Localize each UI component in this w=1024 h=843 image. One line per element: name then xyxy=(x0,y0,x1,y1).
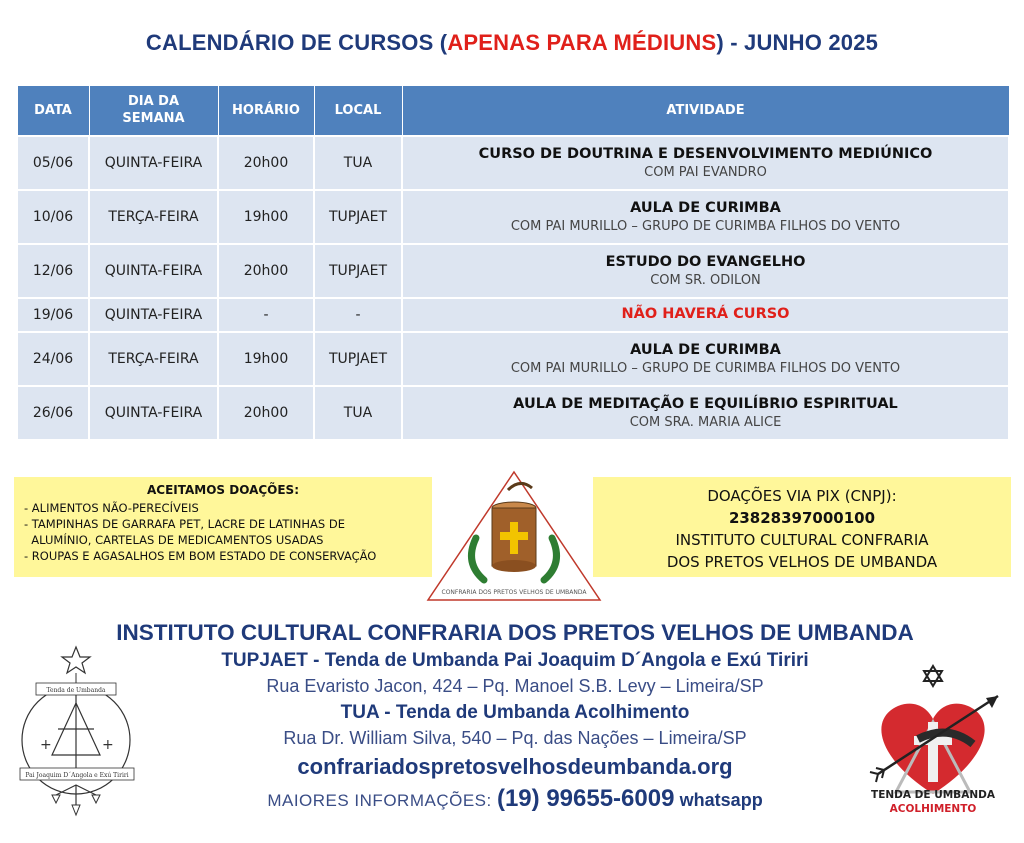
activity-title: ESTUDO DO EVANGELHO xyxy=(605,253,806,270)
table-row xyxy=(17,298,1009,332)
pix-cnpj: 23828397000100 xyxy=(728,509,876,527)
pix-recipient-line2: DOS PRETOS VELHOS DE UMBANDA xyxy=(666,553,938,571)
cell-activity xyxy=(402,332,1009,386)
activity-cancelled: NÃO HAVERÁ CURSO xyxy=(621,306,790,322)
pix-label: DOAÇÕES VIA PIX (CNPJ): xyxy=(707,487,897,505)
svg-text:+: + xyxy=(40,737,52,753)
cell-time: - xyxy=(218,298,314,332)
cell-weekday: QUINTA-FEIRA xyxy=(89,386,218,440)
cell-date: 05/06 xyxy=(17,136,89,190)
cell-weekday: QUINTA-FEIRA xyxy=(89,298,218,332)
cell-date: 19/06 xyxy=(17,298,89,332)
activity-detail: COM PAI EVANDRO xyxy=(644,164,767,180)
schedule-table xyxy=(16,85,1010,441)
title-part1: CALENDÁRIO DE CURSOS ( xyxy=(145,30,448,55)
emblem-caption: CONFRARIA DOS PRETOS VELHOS DE UMBANDA xyxy=(441,589,587,596)
pix-box xyxy=(593,477,1011,577)
star-of-david-icon xyxy=(924,666,942,681)
tua-name: TUA - Tenda de Umbanda Acolhimento xyxy=(340,702,690,723)
activity-title: CURSO DE DOUTRINA E DESENVOLVIMENTO MEDIÚNICO xyxy=(478,145,933,162)
activity-title: AULA DE CURIMBA xyxy=(630,199,781,216)
header-activity: ATIVIDADE xyxy=(402,86,1009,136)
donation-item: ALUMÍNIO, CARTELAS DE MEDICAMENTOS USADAS xyxy=(24,533,324,547)
tupjaet-logo xyxy=(16,645,138,823)
logo-left-top-text: Tenda de Umbanda xyxy=(46,687,106,694)
donation-item: - TAMPINHAS DE GARRAFA PET, LACRE DE LATINHAS DE xyxy=(24,517,345,531)
cell-place: TUPJAET xyxy=(314,332,402,386)
website-link[interactable]: confrariadospretosvelhosdeumbanda.org xyxy=(297,754,733,779)
title-highlight: APENAS PARA MÉDIUNS xyxy=(447,30,717,55)
confraria-emblem xyxy=(424,468,604,604)
donations-heading: ACEITAMOS DOAÇÕES: xyxy=(146,483,300,497)
acolhimento-logo-line1: TENDA DE UMBANDA xyxy=(871,789,995,801)
logo-left-bottom-text: Pai Joaquim D´Angola e Exú Tiriri xyxy=(25,772,129,779)
cell-place: TUPJAET xyxy=(314,244,402,298)
activity-detail: COM SR. ODILON xyxy=(650,272,761,288)
header-place: LOCAL xyxy=(314,86,402,136)
cell-place: - xyxy=(314,298,402,332)
donation-item: - ROUPAS E AGASALHOS EM BOM ESTADO DE CONSERVAÇÃO xyxy=(24,549,377,563)
table-row xyxy=(17,190,1009,244)
cell-date: 26/06 xyxy=(17,386,89,440)
activity-title: AULA DE CURIMBA xyxy=(630,341,781,358)
contact-line xyxy=(100,783,930,817)
whatsapp-label: whatsapp xyxy=(679,790,763,810)
cell-time: 20h00 xyxy=(218,244,314,298)
title-part2: ) - JUNHO 2025 xyxy=(716,30,879,55)
cell-weekday: TERÇA-FEIRA xyxy=(89,332,218,386)
cell-weekday: QUINTA-FEIRA xyxy=(89,244,218,298)
cell-activity xyxy=(402,386,1009,440)
cell-time: 19h00 xyxy=(218,332,314,386)
footer-info xyxy=(100,618,930,817)
cell-activity xyxy=(402,136,1009,190)
phone-number[interactable]: (19) 99655-6009 xyxy=(496,785,675,812)
tua-address: Rua Dr. William Silva, 540 – Pq. das Nações – Limeira/SP xyxy=(283,728,747,748)
header-time: HORÁRIO xyxy=(218,86,314,136)
cell-date: 24/06 xyxy=(17,332,89,386)
cell-activity xyxy=(402,298,1009,332)
table-row xyxy=(17,332,1009,386)
donations-box xyxy=(14,477,432,577)
svg-text:+: + xyxy=(102,737,114,753)
activity-title: AULA DE MEDITAÇÃO E EQUILÍBRIO ESPIRITUAL xyxy=(513,395,898,412)
table-row xyxy=(17,244,1009,298)
donation-item: - ALIMENTOS NÃO-PERECÍVEIS xyxy=(24,501,199,515)
star-icon xyxy=(62,647,90,673)
acolhimento-logo-line2: ACOLHIMENTO xyxy=(889,803,977,815)
activity-detail: COM PAI MURILLO – GRUPO DE CURIMBA FILHOS DO VENTO xyxy=(510,360,901,376)
cell-weekday: TERÇA-FEIRA xyxy=(89,190,218,244)
cell-date: 12/06 xyxy=(17,244,89,298)
cell-time: 19h00 xyxy=(218,190,314,244)
cell-time: 20h00 xyxy=(218,136,314,190)
cell-activity xyxy=(402,244,1009,298)
activity-detail: COM PAI MURILLO – GRUPO DE CURIMBA FILHOS DO VENTO xyxy=(510,218,901,234)
activity-detail: COM SRA. MARIA ALICE xyxy=(629,414,782,430)
cell-place: TUPJAET xyxy=(314,190,402,244)
header-weekday-label: DIA DA SEMANA xyxy=(122,94,185,127)
cell-time: 20h00 xyxy=(218,386,314,440)
table-row xyxy=(17,136,1009,190)
table-row xyxy=(17,386,1009,440)
pix-recipient-line1: INSTITUTO CULTURAL CONFRARIA xyxy=(675,531,929,549)
tupjaet-name: TUPJAET - Tenda de Umbanda Pai Joaquim D´Angola e Exú Tiriri xyxy=(221,650,809,671)
cell-place: TUA xyxy=(314,136,402,190)
info-label: MAIORES INFORMAÇÕES: xyxy=(267,791,492,810)
header-weekday xyxy=(89,86,218,136)
cell-activity xyxy=(402,190,1009,244)
page-title xyxy=(0,30,1024,56)
cell-date: 10/06 xyxy=(17,190,89,244)
institute-name: INSTITUTO CULTURAL CONFRARIA DOS PRETOS VELHOS DE UMBANDA xyxy=(116,620,914,645)
cell-place: TUA xyxy=(314,386,402,440)
header-date: DATA xyxy=(17,86,89,136)
tupjaet-address: Rua Evaristo Jacon, 424 – Pq. Manoel S.B. Levy – Limeira/SP xyxy=(266,676,764,696)
cell-weekday: QUINTA-FEIRA xyxy=(89,136,218,190)
table-header-row xyxy=(17,86,1009,136)
